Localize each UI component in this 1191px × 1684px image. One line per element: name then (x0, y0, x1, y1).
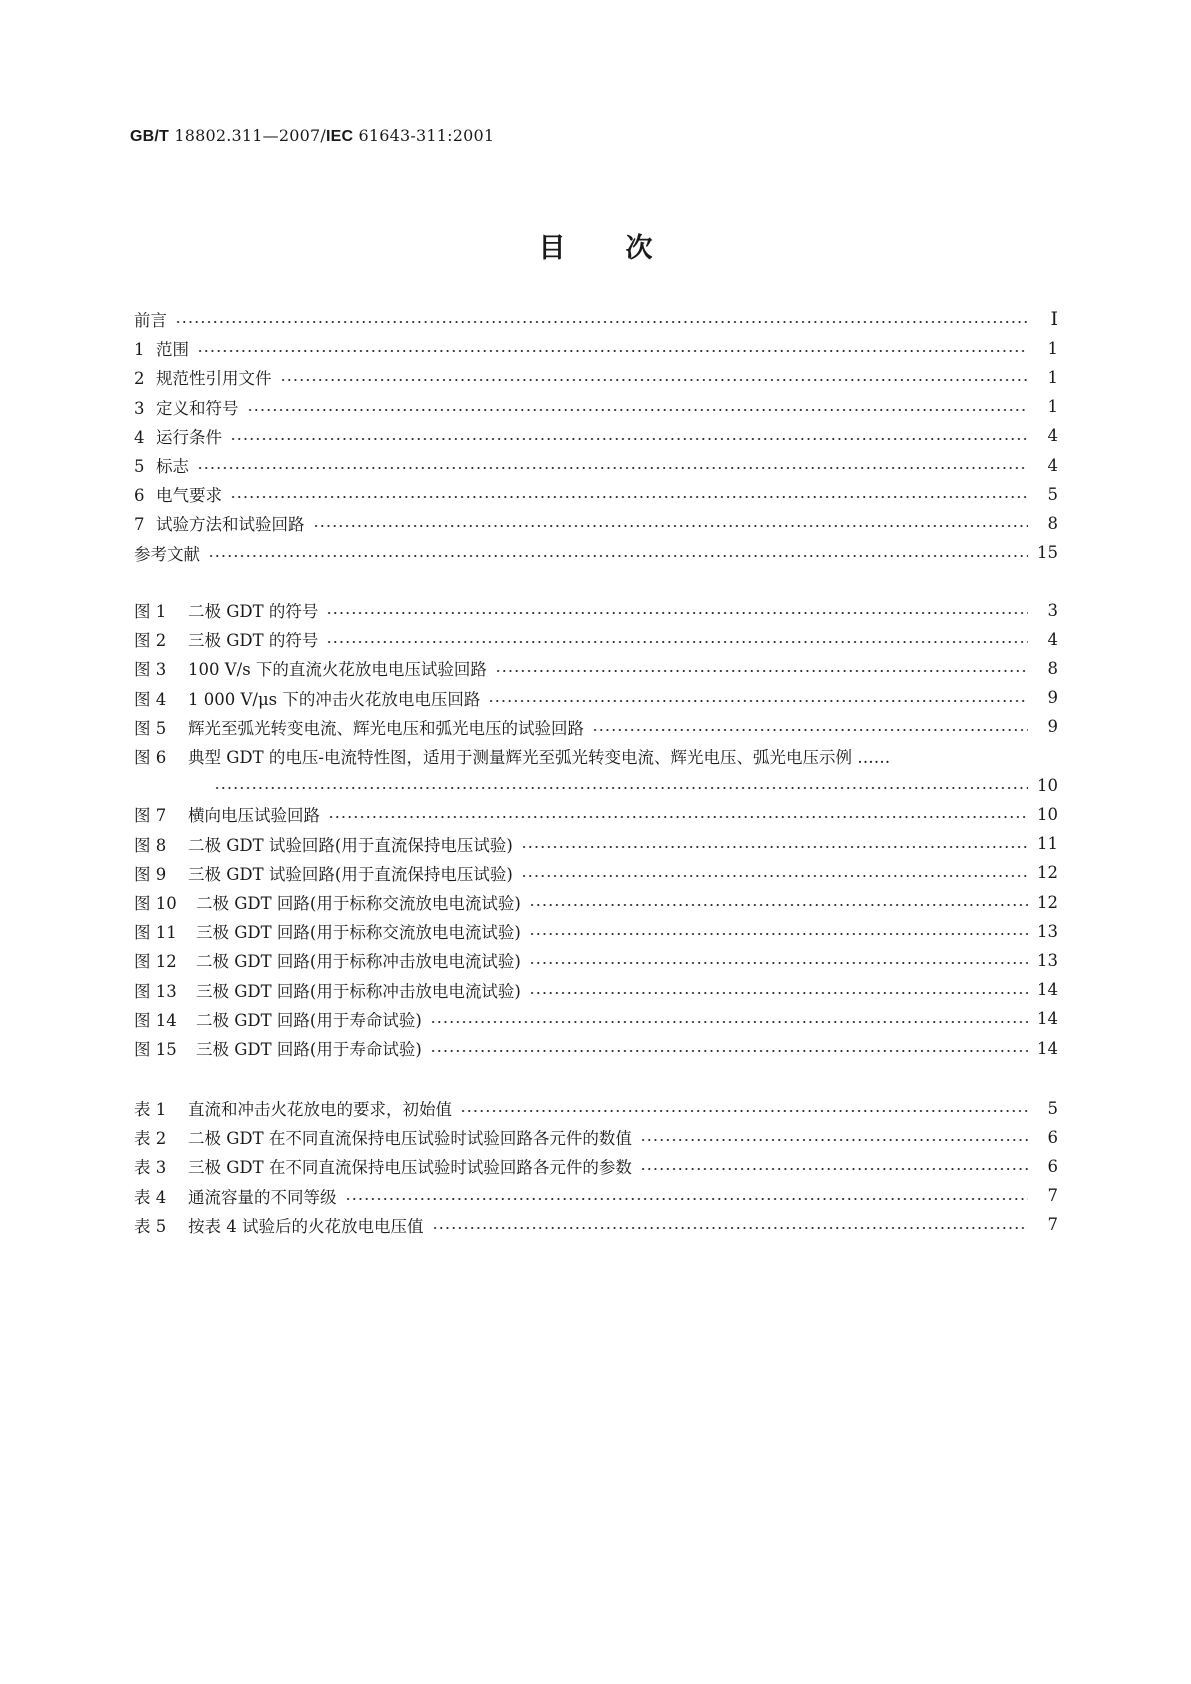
toc-figure-entry[interactable] (134, 1004, 1058, 1034)
dot-leader (460, 1108, 1028, 1114)
toc-entry-page: Ⅰ (1050, 308, 1058, 330)
toc-entry-title: 通流容量的不同等级 (188, 1187, 337, 1207)
dot-leader (488, 698, 1028, 704)
toc-entry-number: 图 3 (134, 660, 167, 680)
dot-leader (313, 523, 1029, 529)
toc-entry-page: 3 (1047, 600, 1058, 620)
toc-entry-page: 14 (1037, 980, 1058, 1000)
toc-figure-entry[interactable] (134, 624, 1058, 654)
toc-entry-title: 三极 GDT 回路(用于标称交流放电电流试验) (196, 923, 521, 943)
toc-entry-page: 5 (1047, 1098, 1058, 1118)
toc-entry-page: 1 (1047, 367, 1058, 387)
toc-entry-title: 直流和冲击火花放电的要求，初始值 (188, 1100, 452, 1119)
toc-entry-label (134, 336, 189, 360)
toc-entry-page: 13 (1037, 921, 1058, 941)
dot-leader (197, 348, 1028, 354)
toc-figure-entry[interactable] (134, 945, 1058, 975)
toc-entry-number: 图 15 (134, 1040, 177, 1059)
toc-entry-title: 二极 GDT 回路(用于寿命试验) (196, 1010, 422, 1030)
dot-leader (430, 1019, 1028, 1025)
toc-section-entry[interactable] (134, 508, 1058, 538)
iec-prefix: IEC (325, 128, 354, 145)
toc-entry-number: 4 (134, 427, 145, 447)
toc-section-entry[interactable] (134, 333, 1058, 363)
toc-entry-title: 二极 GDT 回路(用于标称冲击放电电流试验) (196, 952, 521, 972)
toc-entry-label (134, 365, 272, 389)
toc-entry-title: 前言 (134, 311, 167, 330)
toc-entry-title: 按表 4 试验后的火花放电电压值 (188, 1216, 424, 1236)
toc-entry-label (134, 453, 189, 477)
toc-entry-page: 12 (1037, 863, 1058, 883)
toc-entry-label (134, 511, 305, 535)
toc-entry-label (134, 1036, 422, 1060)
page-title: 目次 (538, 233, 713, 264)
toc-entry-page: 9 (1047, 717, 1058, 737)
toc-figure-entry[interactable] (134, 975, 1058, 1005)
document-header (130, 126, 494, 146)
toc-entry-page: 4 (1047, 629, 1058, 649)
toc-entry-title: 规范性引用文件 (156, 369, 272, 389)
toc-entry-number: 图 1 (134, 602, 167, 621)
toc-entry-title: 100 V/s 下的直流火花放电电压试验回路 (188, 660, 487, 680)
dot-leader (326, 610, 1028, 616)
toc-figure-entry[interactable] (134, 1033, 1058, 1063)
toc-table-entry[interactable] (134, 1151, 1058, 1181)
toc-entry-page: 9 (1047, 688, 1058, 708)
toc-entry-number: 图 13 (134, 981, 177, 1001)
toc-entry-label (134, 744, 890, 768)
toc-entry-label (134, 919, 521, 943)
toc-entry-number: 7 (134, 515, 145, 535)
toc-entry-number: 图 7 (134, 806, 167, 826)
toc-entry-number: 表 4 (134, 1187, 167, 1207)
toc-entry-page: 8 (1047, 658, 1058, 678)
toc-entry-label (134, 686, 480, 710)
toc-entry-label (134, 656, 487, 680)
toc-figure-entry[interactable] (134, 712, 1058, 742)
dot-leader (208, 553, 1028, 559)
toc-entry-title: 1 000 V/μs 下的冲击火花放电电压回路 (188, 689, 481, 709)
toc-figure-entry[interactable] (134, 799, 1058, 829)
toc-entry-label (134, 832, 513, 856)
toc-entry-title: 三极 GDT 试验回路(用于直流保持电压试验) (188, 864, 513, 884)
toc-entry-title: 三极 GDT 回路(用于寿命试验) (196, 1040, 422, 1059)
toc-entry-number: 图 9 (134, 864, 167, 884)
toc-entry-number: 表 1 (134, 1100, 167, 1119)
iec-number: 61643-311:2001 (353, 126, 495, 145)
toc-entry-number: 图 6 (134, 748, 167, 767)
toc-entry-label (134, 627, 318, 651)
dot-leader (640, 1166, 1028, 1172)
toc-entry-title: 二极 GDT 的符号 (188, 602, 319, 621)
toc-entry-label (134, 978, 521, 1002)
toc-entry-number: 2 (134, 369, 145, 389)
dot-leader (529, 931, 1028, 937)
dot-leader (214, 785, 1028, 791)
toc-section-entry[interactable] (134, 450, 1058, 480)
toc-entry-title: 横向电压试验回路 (188, 806, 320, 826)
dot-leader (495, 668, 1028, 674)
toc-entry-page: 11 (1037, 834, 1058, 854)
toc-table-entry[interactable] (134, 1122, 1058, 1152)
toc-entry-page: 15 (1037, 543, 1058, 563)
toc-figure-entry[interactable] (134, 683, 1058, 713)
dot-leader (197, 465, 1028, 471)
dot-leader (247, 407, 1029, 413)
toc-entry-title: 二极 GDT 试验回路(用于直流保持电压试验) (188, 835, 513, 855)
toc-entry-page: 6 (1047, 1127, 1058, 1147)
toc-entry-number: 5 (134, 457, 145, 476)
dot-leader (521, 873, 1028, 879)
dot-leader (328, 814, 1028, 820)
toc-entry-page: 14 (1037, 1009, 1058, 1029)
standard-number: 18802.311—2007/ (169, 126, 326, 145)
toc-entry-label (134, 598, 318, 622)
toc-entry-page: 13 (1037, 950, 1058, 970)
toc-entry-page: 1 (1047, 397, 1058, 417)
dot-leader (529, 990, 1028, 996)
toc-table-entry[interactable] (134, 1210, 1058, 1240)
dot-leader (521, 844, 1028, 850)
toc-entry-label (134, 1007, 422, 1031)
toc-entry-number: 图 10 (134, 894, 177, 913)
toc-entry-title: 二极 GDT 回路(用于标称交流放电电流试验) (196, 894, 521, 913)
toc-figure-entry[interactable] (134, 741, 1058, 771)
toc-entry-label (134, 307, 167, 331)
toc-entry-label (134, 482, 222, 506)
toc-entry-page: 4 (1047, 426, 1058, 446)
dot-leader (640, 1137, 1028, 1143)
toc-figure-entry[interactable] (134, 887, 1058, 917)
toc-entry-title: 电气要求 (156, 486, 222, 506)
toc-entry-page: 7 (1047, 1186, 1058, 1206)
toc-entry-continuation[interactable] (134, 770, 1058, 800)
toc-table-entry[interactable] (134, 1181, 1058, 1211)
toc-entry-label (134, 1125, 632, 1149)
toc-entry-page: 1 (1047, 338, 1058, 358)
dot-leader (529, 902, 1028, 908)
toc-entry-label (134, 1213, 424, 1237)
toc-entry-number: 图 8 (134, 835, 167, 855)
toc-entry-number: 1 (134, 340, 145, 360)
toc-entry-title: 三极 GDT 回路(用于标称冲击放电电流试验) (196, 981, 521, 1001)
toc-section-entry[interactable] (134, 392, 1058, 422)
toc-entry-page: 10 (1037, 775, 1058, 795)
toc-entry-number: 表 3 (134, 1158, 167, 1178)
toc-entry-title: 试验方法和试验回路 (156, 515, 305, 535)
toc-entry-page: 10 (1037, 804, 1058, 824)
toc-entry-label (134, 395, 239, 419)
toc-entry-page: 12 (1037, 892, 1058, 912)
dot-leader (345, 1196, 1029, 1202)
toc-entry-number: 3 (134, 398, 145, 418)
toc-entry-title: 三极 GDT 的符号 (188, 631, 319, 651)
toc-entry-number: 图 2 (134, 631, 167, 651)
toc-section-entry[interactable] (134, 421, 1058, 451)
toc-table-entry[interactable] (134, 1093, 1058, 1123)
toc-entry-number: 图 12 (134, 952, 177, 972)
toc-entry-label (134, 715, 584, 739)
toc-figure-entry[interactable] (134, 595, 1058, 625)
toc-entry-number: 图 4 (134, 689, 167, 709)
toc-entry-title: 标志 (156, 457, 189, 476)
toc-entry-label (134, 541, 200, 565)
toc-entry-page: 7 (1047, 1215, 1058, 1235)
toc-section-entry[interactable] (134, 362, 1058, 392)
toc-figure-entry[interactable] (134, 653, 1058, 683)
toc-figure-entry[interactable] (134, 829, 1058, 859)
dot-leader (280, 377, 1029, 383)
toc-entry-label (134, 890, 521, 914)
standard-prefix: GB/T (130, 128, 170, 145)
toc-entry-title: 定义和符号 (156, 398, 239, 418)
toc-figure-entry[interactable] (134, 916, 1058, 946)
toc-entry-label (134, 1096, 452, 1120)
toc-entry-title: 二极 GDT 在不同直流保持电压试验时试验回路各元件的数值 (188, 1129, 632, 1149)
toc-entry-label (134, 948, 521, 972)
dot-leader (230, 436, 1028, 442)
toc-entry-title: 辉光至弧光转变电流、辉光电压和弧光电压的试验回路 (188, 718, 584, 738)
toc-entry-label (134, 861, 513, 885)
toc-entry-page: 8 (1047, 513, 1058, 533)
toc-section-entry[interactable] (134, 479, 1058, 509)
dot-leader (432, 1225, 1029, 1231)
dot-leader (430, 1048, 1028, 1054)
toc-entry-label (134, 1154, 632, 1178)
toc-entry-page: 14 (1037, 1038, 1058, 1058)
dot-leader (529, 960, 1028, 966)
toc-entry-label (134, 802, 320, 826)
toc-entry-number: 图 14 (134, 1010, 177, 1030)
toc-entry-page: 5 (1047, 484, 1058, 504)
toc-entry-number: 图 5 (134, 718, 167, 738)
dot-leader (230, 494, 1028, 500)
toc-entry-number: 表 2 (134, 1129, 167, 1149)
toc-entry-label (134, 424, 222, 448)
toc-section-entry[interactable] (134, 538, 1058, 568)
toc-entry-page: 4 (1047, 455, 1058, 475)
toc-entry-title: 典型 GDT 的电压-电流特性图，适用于测量辉光至弧光转变电流、辉光电压、弧光电压示例 …… (188, 748, 891, 767)
toc-entry-title: 范围 (156, 340, 189, 360)
toc-entry-page: 6 (1047, 1156, 1058, 1176)
toc-entry-number: 表 5 (134, 1216, 167, 1236)
toc-entry-title: 运行条件 (156, 427, 222, 447)
toc-entry-number: 6 (134, 486, 145, 506)
dot-leader (592, 727, 1028, 733)
toc-figure-entry[interactable] (134, 858, 1058, 888)
dot-leader (175, 319, 1028, 325)
toc-section-entry[interactable] (134, 304, 1058, 334)
toc-entry-label (134, 1184, 337, 1208)
toc-entry-number: 图 11 (134, 923, 177, 943)
toc-entry-title: 三极 GDT 在不同直流保持电压试验时试验回路各元件的参数 (188, 1158, 632, 1178)
toc-entry-title: 参考文献 (134, 544, 200, 564)
dot-leader (326, 639, 1028, 645)
